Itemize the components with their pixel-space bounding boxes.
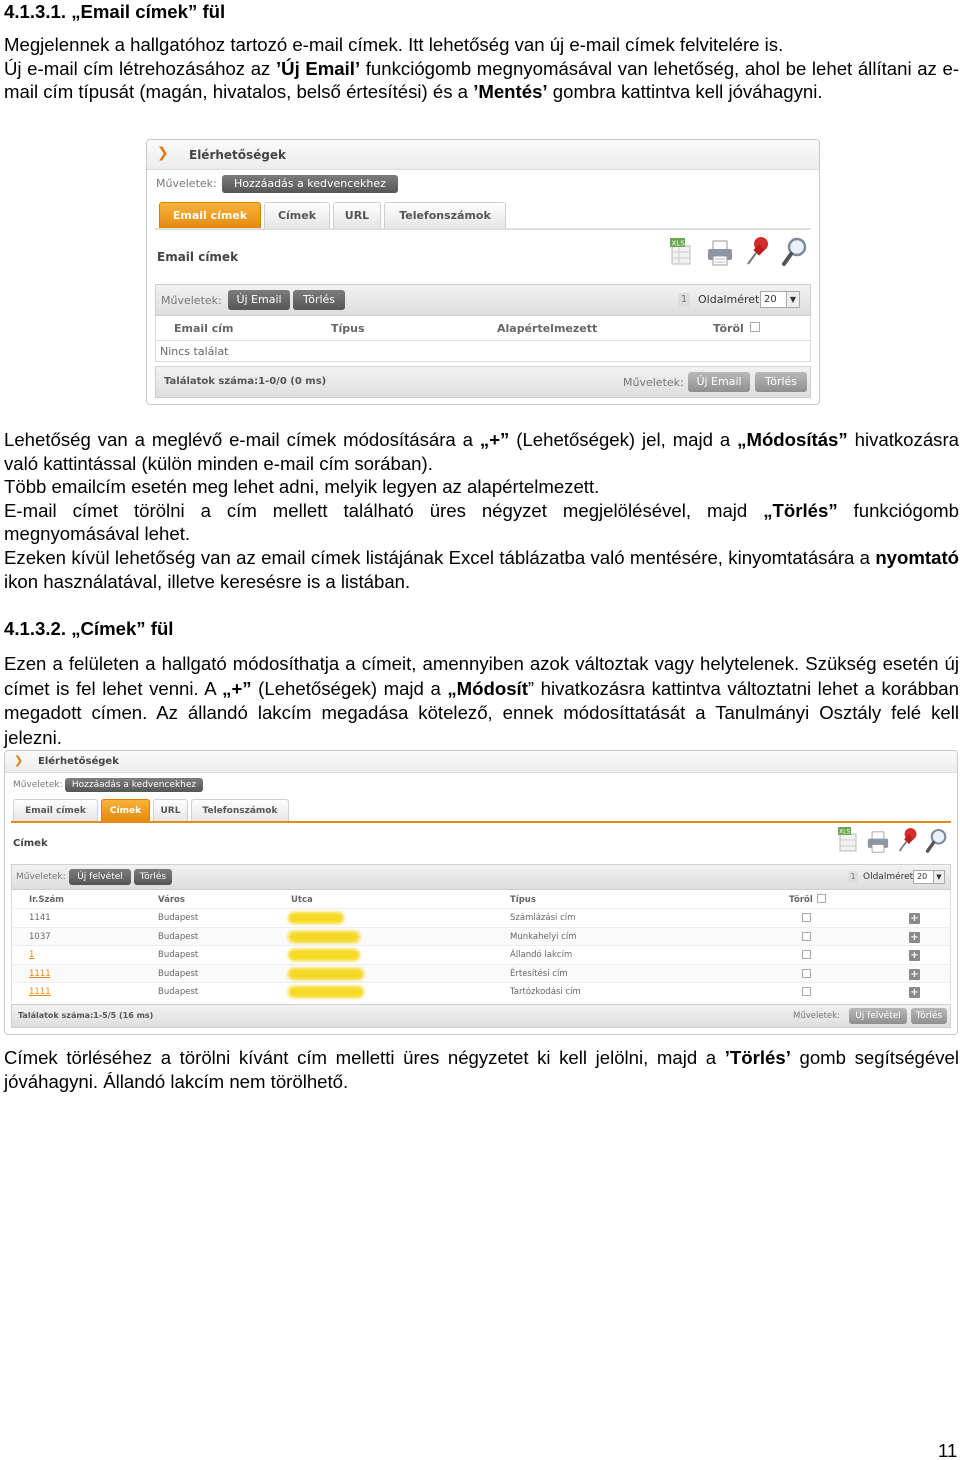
table-row[interactable] [11,964,951,983]
table-row[interactable] [11,927,951,946]
redacted-street [288,949,360,961]
paragraph: Lehetőség van a meglévő e-mail címek módosítására a „+” (Lehetőségek) jel, majd a „Módosítás” hivatkozásra való kattintással (külön minden e-mail cím sorában). [4,429,959,474]
section-title: Címek [13,838,48,849]
tab-divider [11,821,951,823]
results-count: Találatok száma:1-0/0 (0 ms) [164,376,327,387]
column-header-city[interactable]: Város [158,895,185,905]
delete-button[interactable]: Törlés [293,290,345,310]
page-size-label: Oldalméret [863,872,914,882]
row-delete-checkbox[interactable] [802,987,811,996]
svg-text:XLS: XLS [671,239,685,248]
row-delete-checkbox[interactable] [802,913,811,922]
row-delete-checkbox[interactable] [802,969,811,978]
column-header-street[interactable]: Utca [291,895,313,905]
type-cell: Tartózkodási cím [510,987,581,998]
grid-header [11,890,951,908]
options-plus-icon[interactable]: + [910,987,919,999]
grid-toolbar [155,284,811,316]
grid-footer [11,1004,951,1028]
printer-icon[interactable] [707,240,733,266]
paragraph: Ezen a felületen a hallgató módosíthatja a címeit, amennyiben azok változtak vagy helytelenek. Szükség esetén új címet is fel lehet venni. A „+” (Lehetőségek) majd a „Módosít” hivatkozásra kattintva változtatni lehet a korábban megadott címen. Az állandó lakcím megadása kötelező, ennek módosíttatását a Tanulmányi Osztály felé kell jelezni. [4,653,959,748]
empty-text: Nincs találat [160,345,229,358]
grid-footer [155,366,811,398]
page-number[interactable]: 1 [848,871,858,883]
redacted-street [288,912,344,924]
paragraph: Több emailcím esetén meg lehet adni, melyik legyen az alapértelmezett. [4,476,600,498]
paragraph: Címek törléséhez a törölni kívánt cím melletti üres négyzetet ki kell jelölni, majd a ’Törlés’ gomb segítségével jóváhagyni. Állandó lakcím nem törölhető. [4,1047,959,1092]
type-cell: Értesítési cím [510,968,568,979]
panel-title: Elérhetőségek [38,756,119,767]
city-cell: Budapest [158,968,199,979]
page-number-footer: 11 [938,1440,958,1460]
actions-label: Műveletek: [13,780,63,790]
tab-url[interactable]: URL [153,799,188,821]
footer-actions-label: Műveletek: [793,1011,840,1021]
toolbar-actions-label: Műveletek: [16,872,66,882]
select-all-checkbox[interactable] [817,894,826,903]
column-header-delete[interactable]: Töröl [789,895,813,905]
page-number[interactable]: 1 [678,293,690,307]
new-record-button[interactable]: Új felvétel [69,869,131,885]
tab-url[interactable]: URL [333,202,381,228]
city-cell: Budapest [158,987,199,998]
zip-cell[interactable]: 1111 [29,968,51,979]
svg-text:XLS: XLS [839,828,851,836]
city-cell: Budapest [158,931,199,942]
section2b-text [4,1046,959,1093]
panel-header [5,751,957,773]
section2-text [4,652,959,750]
pin-icon[interactable] [745,236,771,266]
panel-title: Elérhetőségek [189,148,287,162]
zip-cell[interactable]: 1111 [29,987,51,998]
delete-button[interactable]: Törlés [134,869,172,885]
excel-export-icon[interactable] [670,238,692,266]
toolbar-actions-label: Műveletek: [161,294,222,307]
zip-cell[interactable]: 1 [29,950,35,961]
section-title: Email címek [157,250,239,264]
pin-icon[interactable] [897,827,919,853]
section-heading-addresses: 4.1.3.2. „Címek” fül [4,618,174,639]
panel-header [147,140,819,170]
options-plus-icon[interactable]: + [910,950,919,962]
chevron-down-icon[interactable]: ▼ [933,871,944,883]
footer-actions-label: Műveletek: [623,376,684,389]
options-plus-icon[interactable]: + [910,913,919,924]
page-size-select[interactable]: 20 ▼ [760,291,800,308]
new-email-button[interactable]: Új Email [228,290,290,310]
empty-row [155,340,811,362]
options-plus-icon[interactable]: + [910,968,919,980]
zip-cell: 1141 [29,913,51,923]
city-cell: Budapest [158,950,199,961]
column-header-type[interactable]: Típus [510,895,536,905]
paragraph: Ezeken kívül lehetőség van az email címek listájának Excel táblázatba való mentésére, kinyomtatására a nyomtató ikon használatával, illetve keresésre is a listában. [4,546,959,592]
paragraph: Új e-mail cím létrehozásához az ’Új Email’ funkciógomb megnyomásával van lehetőség, ahol be lehet állítani az e-mail cím típusát (magán, hivatalos, belső értesítési) és a ’Mentés’ gombra kattintva kell jóváhagyni. [4,57,959,103]
column-header-email[interactable]: Email cím [174,322,234,335]
email-screenshot [146,139,820,405]
options-plus-icon[interactable]: + [910,931,919,943]
paragraph: Megjelennek a hallgatóhoz tartozó e-mail címek. Itt lehetőség van új e-mail címek felvitelére is. [4,34,784,55]
add-favorite-button[interactable]: Hozzáadás a kedvencekhez [222,175,398,193]
page-size-select[interactable]: 20 ▼ [913,870,945,884]
tab-addresses[interactable]: Címek [101,799,150,821]
redacted-street [288,931,360,943]
addresses-screenshot [4,750,958,1035]
paragraph: E-mail címet törölni a cím mellett található üres négyzet megjelölésével, majd „Törlés” funkciógomb megnyomásával lehet. [4,499,959,545]
column-header-default[interactable]: Alapértelmezett [497,322,598,335]
tab-phones[interactable]: Telefonszámok [191,799,289,821]
tab-email[interactable]: Email címek [159,202,261,228]
search-icon[interactable] [781,237,807,267]
redacted-street [288,986,364,998]
column-header-delete[interactable]: Töröl [713,322,744,335]
type-cell: Állandó lakcím [510,950,573,961]
section1-text [4,33,959,104]
select-all-checkbox[interactable] [750,322,760,332]
results-count: Találatok száma:1-5/5 (16 ms) [18,1011,154,1020]
tab-divider [155,228,811,230]
add-favorite-button[interactable]: Hozzáadás a kedvencekhez [65,778,203,792]
footer-new-record-button[interactable]: Új felvétel [849,1008,907,1024]
grid-header [155,316,811,340]
section-heading-email: 4.1.3.1. „Email címek” fül [4,1,226,22]
row-delete-checkbox[interactable] [802,950,811,959]
table-row[interactable] [11,982,951,1001]
actions-label: Műveletek: [156,177,217,190]
zip-cell: 1037 [29,931,51,942]
type-cell: Munkahelyi cím [510,931,577,942]
grid-toolbar [11,864,951,890]
chevron-right-icon: ❯ [14,754,24,767]
table-row[interactable] [11,908,951,927]
search-icon[interactable] [925,828,947,854]
section1b-text [4,428,959,593]
footer-delete-button[interactable]: Törlés [911,1008,947,1024]
page-size-label: Oldalméret [698,293,760,306]
footer-new-email-button[interactable]: Új Email [688,372,750,392]
printer-icon[interactable] [867,831,889,853]
row-delete-checkbox[interactable] [802,932,811,941]
column-header-type[interactable]: Típus [331,322,365,335]
chevron-down-icon[interactable]: ▼ [786,292,799,307]
tab-phones[interactable]: Telefonszámok [384,202,506,228]
tab-email[interactable]: Email címek [13,799,98,821]
type-cell: Számlázási cím [510,913,576,923]
tab-addresses[interactable]: Címek [264,202,330,228]
chevron-right-icon: ❯ [157,145,169,161]
city-cell: Budapest [158,913,199,923]
excel-export-icon[interactable] [838,827,858,853]
column-header-zip[interactable]: Ir.Szám [29,895,65,905]
footer-delete-button[interactable]: Törlés [755,372,807,392]
redacted-street [288,968,364,980]
table-row[interactable] [11,945,951,964]
